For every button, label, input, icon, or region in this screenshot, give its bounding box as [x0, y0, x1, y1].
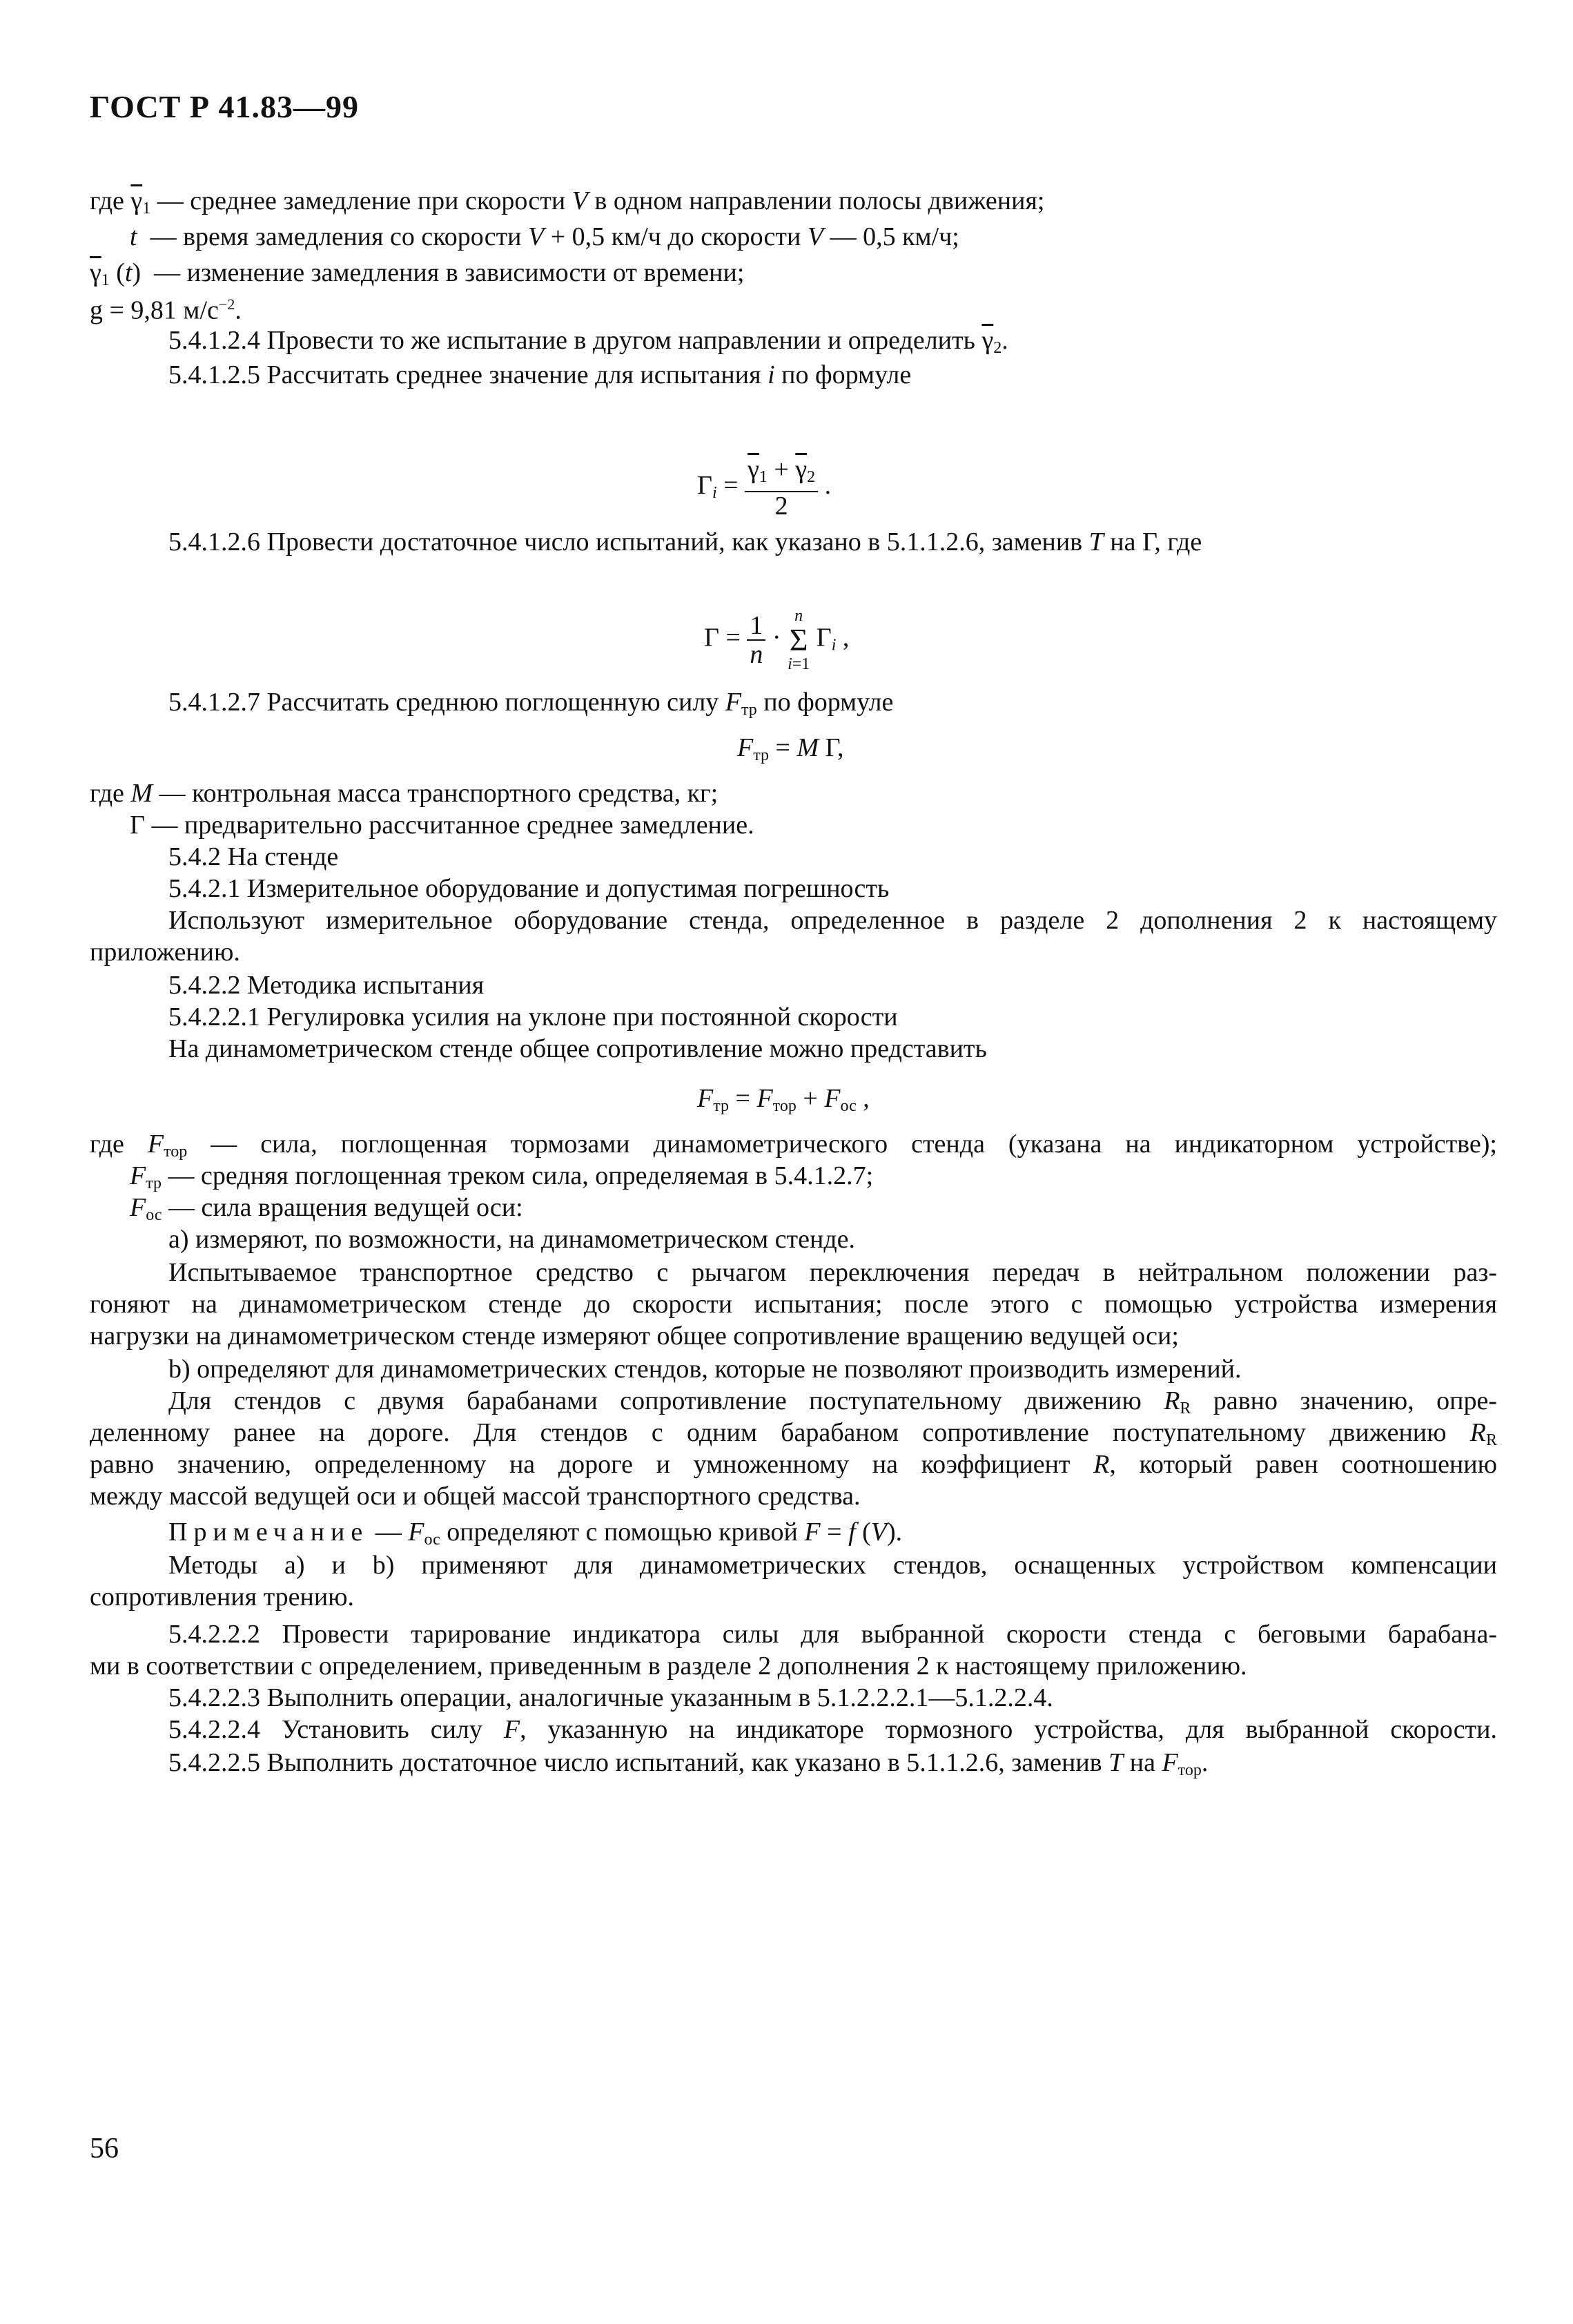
text-line: Γ — предварительно рассчитанное среднее замедление.: [130, 811, 754, 840]
text-line: $\overline{\gamma}_1$ (t) — изменение замедления в зависимости от времени;: [90, 258, 745, 289]
text-line: b) определяют для динамометрических стендов, которые не позволяют производить измерений.: [168, 1355, 1242, 1384]
text-line: 5.4.2.2.4 Установить силу F, указанную на индикаторе тормозного устройства, для выбранной скорости.: [168, 1715, 1498, 1744]
text-line: Используют измерительное оборудование стенда, определенное в разделе 2 дополнения 2 к настоящему: [168, 906, 1497, 935]
text-line: Испытываемое транспортное средство с рычагом переключения передач в нейтральном положении раз-: [168, 1258, 1497, 1287]
text-line: 5.4.1.2.6 Провести достаточное число испытаний, как указано в 5.1.1.2.6, заменив T на Γ, где: [168, 527, 1202, 556]
text-line: 5.4.2 На стенде: [168, 842, 339, 871]
text-line: где M — контрольная масса транспортного средства, кг;: [90, 779, 719, 808]
formula-force: $F_{тр} = M$ Γ,: [737, 733, 844, 764]
text-line: 5.4.1.2.5 Рассчитать среднее значение для испытания i по формуле: [168, 360, 912, 389]
formula-gamma-i: $\Gamma_i$ = $\frac{\overline{\gamma}_1 + \overline{\gamma}_2}{2}$ .: [697, 455, 832, 521]
text-line: Методы a) и b) применяют для динамометрических стендов, оснащенных устройством компенсации: [168, 1551, 1497, 1580]
text-line: 5.4.2.2 Методика испытания: [168, 971, 485, 1000]
text-line: ми в соответствии с определением, приведенным в разделе 2 дополнения 2 к настоящему приложению.: [90, 1652, 1247, 1681]
text-line: 5.4.1.2.7 Рассчитать среднюю поглощенную силу $F_{тр}$ по формуле: [168, 688, 894, 719]
text-line: приложению.: [90, 938, 240, 967]
text-line: 5.4.2.2.5 Выполнить достаточное число испытаний, как указано в 5.1.1.2.6, заменив T на $F_{тор}$.: [168, 1748, 1209, 1779]
text-line: 5.4.2.2.2 Провести тарирование индикатора силы для выбранной скорости стенда с беговыми барабана-: [168, 1620, 1497, 1649]
text-line: деленному ранее на дороге. Для стендов с одним барабаном сопротивление поступательному движению $R_R$: [90, 1418, 1497, 1449]
text-line: g = 9,81 $м/с^{-2}$.: [90, 296, 242, 325]
text-line: 5.4.1.2.4 Провести то же испытание в другом направлении и определить $\overline{\gamma}_2$.: [168, 326, 1008, 357]
text-line: t — время замедления со скорости V + 0,5 км/ч до скорости V — 0,5 км/ч;: [130, 222, 959, 251]
text-line: где $F_{тор}$ — сила, поглощенная тормозами динамометрического стенда (указана на индикаторном устройстве);: [90, 1130, 1497, 1161]
text-line: между массой ведущей оси и общей массой транспортного средства.: [90, 1482, 861, 1511]
page-number: 56: [90, 2133, 119, 2165]
note-line: Примечание — $F_{ос}$ определяют с помощью кривой F = f (V).: [168, 1518, 903, 1549]
text-line: где $\overline{\gamma}_1$ — среднее замедление при скорости V в одном направлении полосы движения;: [90, 186, 1045, 217]
text-line: $F_{ос}$ — сила вращения ведущей оси:: [130, 1193, 523, 1224]
text-line: 5.4.2.2.1 Регулировка усилия на уклоне при постоянной скорости: [168, 1003, 898, 1032]
formula-gamma-mean: Γ = $\frac{1}{n}$ · n Σ i=1 $\Gamma_i$ ,: [704, 607, 850, 673]
text-line: $F_{тр}$ — средняя поглощенная треком сила, определяемая в 5.4.1.2.7;: [130, 1161, 874, 1192]
text-line: 5.4.2.2.3 Выполнить операции, аналогичные указанным в 5.1.2.2.2.1—5.1.2.2.4.: [168, 1683, 1053, 1712]
text-line: нагрузки на динамометрическом стенде измеряют общее сопротивление вращению ведущей оси;: [90, 1321, 1179, 1350]
document-header: ГОСТ Р 41.83—99: [90, 89, 359, 124]
text-line: Для стендов с двумя барабанами сопротивление поступательному движению $R_R$ равно значению, опре-: [168, 1386, 1497, 1417]
formula-total-resistance: $F_{тр} = F_{тор} + F_{ос}$ ,: [697, 1084, 870, 1115]
text-line: 5.4.2.1 Измерительное оборудование и допустимая погрешность: [168, 874, 890, 903]
text-line: гоняют на динамометрическом стенде до скорости испытания; после этого с помощью устройства измерения: [90, 1290, 1497, 1319]
text-line: сопротивления трению.: [90, 1582, 355, 1611]
text-line: На динамометрическом стенде общее сопротивление можно представить: [168, 1034, 987, 1063]
text-line: равно значению, определенному на дороге и умноженному на коэффициент R, который равен соотношению: [90, 1450, 1497, 1479]
text-line: a) измеряют, по возможности, на динамометрическом стенде.: [168, 1225, 856, 1254]
